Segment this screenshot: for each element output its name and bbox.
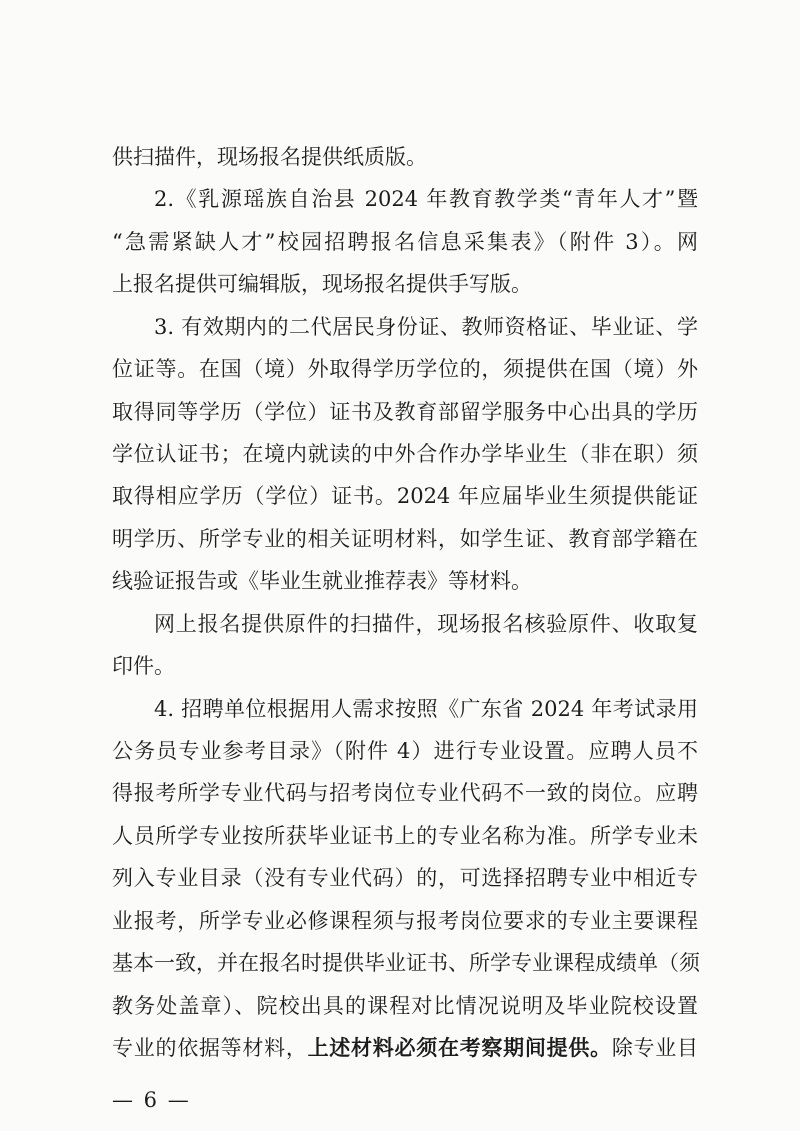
text-line: “急需紧缺人才”校园招聘报名信息采集表》（附件 3）。网 — [112, 229, 698, 254]
text-line: 3. 有效期内的二代居民身份证、教师资格证、毕业证、学 — [154, 314, 698, 339]
text-line-mixed — [112, 1028, 698, 1068]
text-line: 明学历、所学专业的相关证明材料，如学生证、教育部学籍在 — [112, 526, 698, 551]
text-line: 基本一致，并在报名时提供毕业证书、所学专业课程成绩单（须 — [112, 951, 700, 976]
text-line: 位证等。在国（境）外取得学历学位的，须提供在国（境）外 — [112, 357, 698, 382]
page-number: — 6 — — [112, 1088, 191, 1112]
text-line: 4. 招聘单位根据用人需求按照《广东省 2024 年考试录用 — [154, 696, 698, 721]
bold-text-span: 上述材料必须在考察期间提供。 — [307, 1034, 612, 1060]
text-line: 业报考，所学专业必修课程须与报考岗位要求的专业主要课程 — [112, 908, 698, 933]
text-line: 印件。 — [112, 654, 175, 679]
text-line: 线验证报告或《毕业生就业推荐表》等材料。 — [112, 569, 532, 594]
text-line: 供扫描件，现场报名提供纸质版。 — [112, 145, 427, 169]
text-line: 公务员专业参考目录》（附件 4）进行专业设置。应聘人员不 — [112, 738, 698, 763]
text-line: 网上报名提供原件的扫描件，现场报名核验原件、收取复 — [154, 611, 698, 636]
text-line: 上报名提供可编辑版，现场报名提供手写版。 — [112, 272, 532, 297]
text-line: 得报考所学专业代码与招考岗位专业代码不一致的岗位。应聘 — [112, 781, 698, 806]
text-line: 教务处盖章）、院校出具的课程对比情况说明及毕业院校设置 — [112, 993, 698, 1018]
text-line: 学位认证书；在境内就读的中外合作办学毕业生（非在职）须 — [112, 441, 698, 466]
text-line: 列入专业目录（没有专业代码）的，可选择招聘专业中相近专 — [112, 866, 698, 891]
text-line: 2.《乳源瑶族自治县 2024 年教育教学类“青年人才”暨 — [154, 187, 698, 212]
text-span: 除专业目 — [611, 1035, 699, 1060]
text-line: 取得同等学历（学位）证书及教育部留学服务中心出具的学历 — [112, 399, 698, 424]
text-span: 专业的依据等材料， — [112, 1035, 308, 1060]
text-line: 人员所学专业按所获毕业证书上的专业名称为准。所学专业未 — [112, 823, 698, 848]
text-line: 取得相应学历（学位）证书。2024 年应届毕业生须提供能证 — [112, 484, 698, 509]
